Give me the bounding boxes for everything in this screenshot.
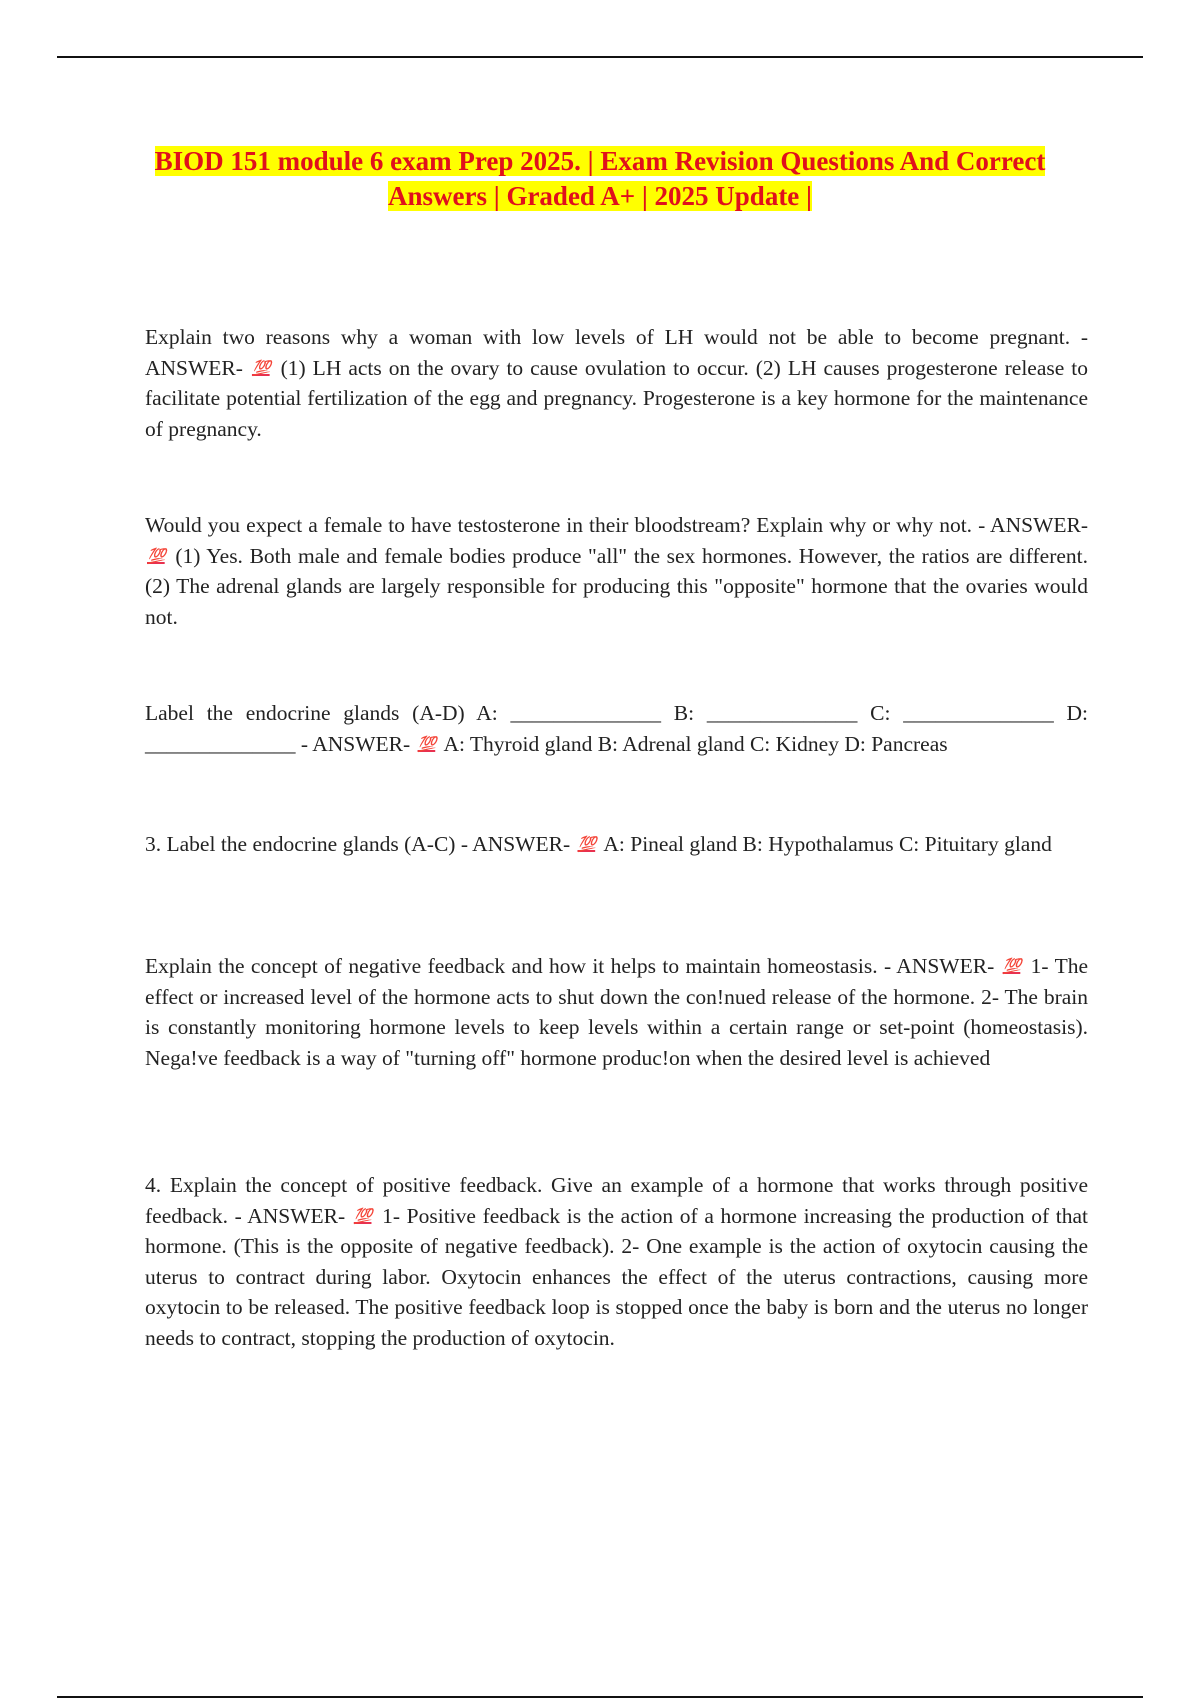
hundred-points-icon: 💯: [1002, 957, 1021, 975]
qa-item: [145, 829, 1088, 860]
question-text: Label the endocrine glands (A-D) A: ______________ B: ______________ C: ______________ D: ______________ - ANSWER-: [145, 701, 1088, 756]
hundred-points-icon: 💯: [353, 1206, 372, 1225]
qa-item: [145, 698, 1088, 759]
question-text: Would you expect a female to have testosterone in their bloodstream? Explain why or why not. - ANSWER-: [145, 513, 1088, 537]
qa-item: [145, 510, 1088, 632]
qa-item: [145, 322, 1088, 444]
answer-text: A: Thyroid gland B: Adrenal gland C: Kidney D: Pancreas: [443, 731, 948, 756]
question-text: Explain two reasons why a woman with low levels of LH would not be able to become pregnant. - ANSWER-: [145, 325, 1088, 380]
answer-text: (1) LH acts on the ovary to cause ovulation to occur. (2) LH causes progesterone release to facilitate potential fertilization of the egg and pregnancy. Progesterone is a key hormone for the maintenance of pregnancy.: [145, 355, 1088, 441]
hundred-points-icon: 💯: [147, 546, 165, 565]
footer-rule: [57, 1696, 1143, 1698]
question-text: 3. Label the endocrine glands (A-C) - ANSWER-: [145, 832, 571, 856]
question-text: 4. Explain the concept of positive feedback. Give an example of a hormone that works through positive feedback. - ANSWER-: [145, 1173, 1088, 1228]
hundred-points-icon: 💯: [251, 358, 270, 377]
header-rule: [57, 56, 1143, 58]
qa-item: [145, 1170, 1088, 1353]
question-text: Explain the concept of negative feedback and how it helps to maintain homeostasis. - ANSWER-: [145, 954, 995, 978]
qa-item: [145, 951, 1088, 1073]
answer-text: A: Pineal gland B: Hypothalamus C: Pituitary gland: [603, 832, 1052, 856]
answer-text: 1- The effect or increased level of the hormone acts to shut down the con!nued release of the hormone. 2- The brain is constantly monitoring hormone levels to keep levels within a certain range or set-point (homeostasis). Nega!ve feedback is a way of "turning off" hormone produc!on when the desired level is achieved: [145, 954, 1088, 1070]
hundred-points-icon: 💯: [417, 734, 436, 753]
hundred-points-icon: 💯: [577, 835, 596, 853]
answer-text: 1- Positive feedback is the action of a hormone increasing the production of that hormone. (This is the opposite of negative feedback). 2- One example is the action of oxytocin causing the uterus to contract during labor. Oxytocin enhances the effect of the uterus contractions, causing more oxytocin to be released. The positive feedback loop is stopped once the baby is born and the uterus no longer needs to contract, stopping the production of oxytocin.: [145, 1203, 1089, 1350]
document-title-text: BIOD 151 module 6 exam Prep 2025. | Exam Revision Questions And Correct Answers | Graded A+ | 2025 Update |: [154, 146, 1046, 211]
document-title: [130, 144, 1070, 214]
answer-text: (1) Yes. Both male and female bodies produce "all" the sex hormones. However, the ratios are different. (2) The adrenal glands are largely responsible for producing this "opposite" hormone that the ovaries would not.: [145, 543, 1088, 629]
